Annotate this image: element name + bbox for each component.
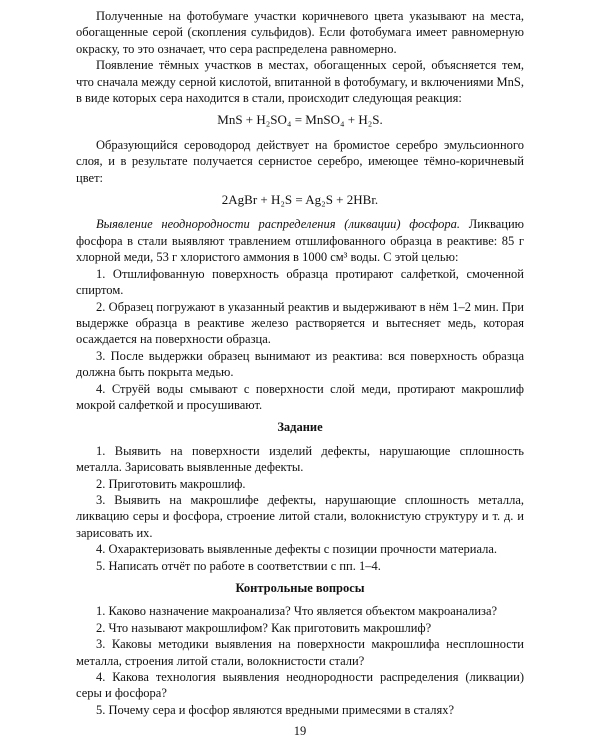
- formula-mns: MnS + H₂SO₄ = MnSO₄ + H₂S.: [217, 112, 383, 128]
- task-item: 5. Написать отчёт по работе в соответствии с пп. 1–4.: [96, 558, 381, 573]
- question-item: 5. Почему сера и фосфор являются вредными примесями в сталях?: [96, 702, 455, 717]
- step-item: 4. Струёй воды смывают с поверхности слой меди, протирают макрошлиф мокрой салфеткой и просушивают.: [76, 381, 524, 412]
- page-number: 19: [293, 724, 307, 738]
- question-item: 4. Какова технология выявления неоднородности распределения (ликвации) серы и фосфора?: [76, 670, 524, 701]
- paragraph-dark-areas: Появление тёмных участков в местах, обогащенных серой, объясняется тем, что сначала между серной кислотой, впитанной в фотобумагу, и включениями MnS, в виде которых сера находится в стали, происходит следующая реакция:: [76, 58, 524, 106]
- paragraph-hydrogen-sulfide: Образующийся сероводород действует на бромистое серебро эмульсионного слоя, и в результате получается сернистое серебро, имеющее тёмно-коричневый цвет:: [76, 137, 524, 185]
- step-item: 2. Образец погружают в указанный реактив и выдерживают в нём 1–2 мин. При выдержке образца в реактиве железо растворяется и вытесняет медь, которая осаждается на поверхности образца.: [76, 299, 524, 347]
- step-item: 1. Отшлифованную поверхность образца протирают салфеткой, смоченной спиртом.: [76, 266, 524, 298]
- formula-agbr: 2AgBr + H₂S = Ag₂S + 2HBr.: [221, 192, 379, 208]
- task-heading: Задание: [277, 420, 323, 435]
- task-item: 4. Охарактеризовать выявленные дефекты с позиции прочности материала.: [96, 542, 498, 557]
- step-item: 3. После выдержки образец вынимают из реактива: вся поверхность образца должна быть покрыта медью.: [76, 348, 524, 380]
- questions-heading: Контрольные вопросы: [235, 581, 365, 595]
- paragraph-phosphorus: [0, 216, 600, 265]
- paragraph-sulfur-result: Полученные на фотобумаге участки коричневого цвета указывают на места, обогащенные серой (скопления сульфидов). Если фотобумага имеет равномерную окраску, то это означает, что сера распределена равномерно.: [76, 9, 524, 56]
- question-item: 1. Каково назначение макроанализа? Что является объектом макроанализа?: [96, 604, 498, 619]
- phosphorus-text: Ликвацию фосфора в стали выявляют травлением отшлифованного образца в реактиве: 85 г хлорной меди, 53 г хлористого аммония в 1000 см³ воды. С этой целью:: [76, 217, 524, 265]
- question-item: 2. Что называют макрошлифом? Как приготовить макрошлиф?: [96, 620, 432, 635]
- task-item: 2. Приготовить макрошлиф.: [96, 476, 246, 491]
- question-item: 3. Каковы методики выявления на поверхности макрошлифа несплошности металла, строения литой стали, волокнистости стали?: [76, 637, 524, 668]
- task-item: 1. Выявить на поверхности изделий дефекты, нарушающие сплошность металла. Зарисовать выявленные дефекты.: [76, 443, 524, 475]
- phosphorus-lead: Выявление неоднородности распределения (ликвации) фосфора.: [96, 217, 461, 232]
- task-item: 3. Выявить на макрошлифе дефекты, нарушающие сплошность металла, ликвацию серы и фосфора, строение литой стали, волокнистую структуру и т. д. и зарисовать их.: [76, 492, 524, 540]
